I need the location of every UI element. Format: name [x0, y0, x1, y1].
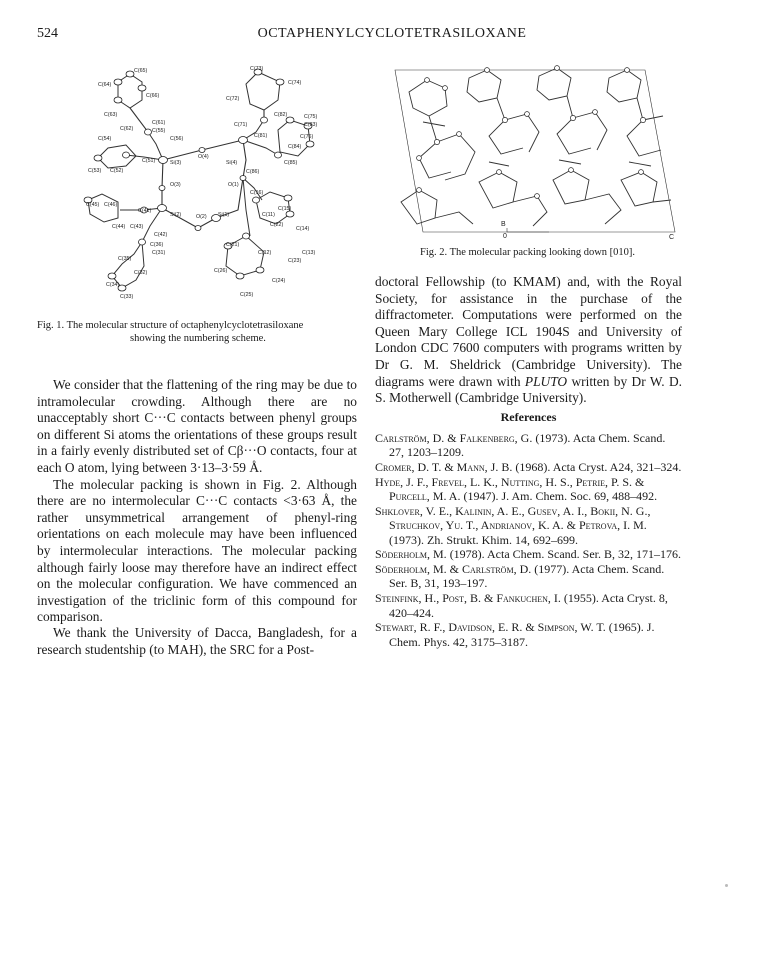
label-o4: O(4)	[198, 154, 209, 160]
paragraph-flattening: We consider that the flattening of the ring may be due to intramolecular crowding. Although there are no unacceptably short C···C contacts between phenyl groups on different Si atoms the orientations of these groups result in a fairly evenly distributed set of Cβ···O contacts, four at each O atom, lying between 3·13–3·59 Å.	[37, 377, 357, 475]
label-c66: C(66)	[146, 93, 160, 99]
acknowledgement-start	[37, 625, 357, 658]
right-column-text	[375, 274, 682, 407]
label-c81: C(81)	[254, 133, 268, 139]
label-c85: C(85)	[284, 160, 298, 166]
label-c75: C(75)	[304, 114, 318, 120]
label-c74: C(74)	[288, 80, 302, 86]
label-c83: C(83)	[304, 122, 318, 128]
label-c26: C(26)	[214, 268, 228, 274]
label-c61: C(61)	[152, 120, 166, 126]
pluto-program-name: PLUTO	[524, 373, 568, 389]
page-number: 524	[37, 26, 58, 41]
axis-label-b: B	[501, 221, 506, 228]
figure-2-caption: Fig. 2. The molecular packing looking down [010].	[420, 247, 636, 258]
axis-label-origin: 0	[503, 233, 507, 240]
label-c36: C(36)	[150, 242, 164, 248]
label-c72: C(72)	[226, 96, 240, 102]
reference-authors: Steinfink, H., Post, B. & Fankuchen, I.	[375, 591, 561, 606]
label-c33: C(33)	[120, 294, 134, 300]
label-c12: C(12)	[258, 250, 272, 256]
label-c11: C(11)	[262, 212, 275, 218]
reference-item	[375, 562, 682, 591]
reference-citation: (1978). Acta Chem. Scand. Ser. B, 32, 171–176.	[446, 547, 681, 562]
left-column-text	[37, 377, 357, 626]
label-c22: C(22)	[270, 222, 284, 228]
reference-authors: Carlström, D. & Falkenberg, G.	[375, 431, 533, 445]
label-c41: C(41)	[138, 208, 152, 214]
reference-citation: (1973). Zh. Strukt. Khim. 14, 692–699.	[389, 532, 578, 547]
label-c31: C(31)	[152, 250, 166, 256]
reference-citation: (1955). Acta Cryst. 8, 420–424.	[389, 591, 668, 620]
label-c53: C(53)	[88, 168, 102, 174]
reference-citation: (1965). J. Chem. Phys. 42, 3175–3187.	[389, 620, 655, 649]
acknowledgement-continued	[375, 274, 682, 407]
label-c15: C(15)	[278, 206, 292, 212]
label-c55: C(55)	[152, 128, 166, 134]
reference-authors: Cromer, D. T. & Mann, J. B.	[375, 460, 513, 475]
reference-citation: (1968). Acta Cryst. A24, 321–324.	[512, 460, 682, 475]
references-list	[375, 431, 682, 649]
reference-item	[375, 547, 682, 561]
reference-citation: (1973). Acta Chem. Scand. 27, 1203–1209.	[389, 431, 666, 460]
figure-1-molecular-structure	[78, 60, 354, 312]
acknowledgement-continued-post: written by Dr W. D. S. Motherwell (Cambridge University).	[375, 373, 682, 406]
reference-authors: Stewart, R. F., Davidson, E. R. & Simpson, W. T.	[375, 620, 606, 635]
reference-citation: (1947). J. Am. Chem. Soc. 69, 488–492.	[460, 489, 658, 504]
label-c34: C(34)	[106, 282, 120, 288]
label-c73: C(73)	[250, 66, 264, 72]
label-si1: Si(1)	[218, 212, 230, 218]
reference-item	[375, 620, 682, 649]
label-c21: C(21)	[226, 242, 240, 248]
label-o3: O(3)	[170, 182, 181, 188]
label-c64: C(64)	[98, 82, 112, 88]
reference-item	[375, 591, 682, 620]
label-c76: C(76)	[300, 134, 314, 140]
figure-1-caption-line2: showing the numbering scheme.	[130, 333, 266, 344]
reference-citation: (1977). Acta Chem. Scand. Ser. B, 31, 193–197.	[389, 562, 665, 591]
label-c13: C(13)	[302, 250, 316, 256]
label-c65: C(65)	[134, 68, 148, 74]
label-c56: C(56)	[170, 136, 184, 142]
paragraph-packing: The molecular packing is shown in Fig. 2. Although there are no intermolecular C···C contacts <3·63 Å, the rather unsymmetrical arrangement of phenyl-ring orientations on each molecule may have been influenced by intermolecular interactions. The molecular packing although fairly loose may therefore have an indirect effect on the molecular configuration. We have commenced an investigation of the triclinic form of this compound for comparison.	[37, 476, 357, 625]
label-c24: C(24)	[272, 278, 286, 284]
label-c62: C(62)	[120, 126, 134, 132]
label-c63: C(63)	[104, 112, 118, 118]
label-c82: C(82)	[274, 112, 288, 118]
reference-authors: Hyde, J. F., Frevel, L. K., Nutting, H. S., Petrie, P. S. & Purcell, M. A.	[375, 474, 645, 504]
label-si3: Si(3)	[170, 160, 182, 166]
reference-authors: Söderholm, M.	[375, 547, 447, 562]
label-c45: C(45)	[86, 202, 100, 208]
label-c32: C(32)	[134, 270, 148, 276]
reference-authors: Söderholm, M. & Carlström, D.	[375, 562, 532, 577]
reference-authors: Shklover, V. E., Kalinin, A. E., Gusev, A. I., Bokii, N. G., Struchkov, Yu. T., Andrianov, K. A. & Petrova, I. M.	[375, 503, 651, 533]
label-si4: Si(4)	[226, 160, 238, 166]
acknowledgement-paragraph: We thank the University of Dacca, Bangladesh, for a research studentship (to MAH), the SRC for a Post-	[37, 625, 357, 657]
reference-item	[375, 460, 682, 474]
label-c25: C(25)	[240, 292, 254, 298]
references-heading: References	[500, 410, 557, 424]
label-c54: C(54)	[98, 136, 112, 142]
figure-1-caption	[37, 319, 359, 345]
label-c35: C(35)	[118, 256, 132, 262]
label-o1: O(1)	[228, 182, 239, 188]
label-c84: C(84)	[288, 144, 302, 150]
label-c52: C(52)	[110, 168, 124, 174]
axis-label-c: C	[669, 234, 675, 240]
figure-2-packing-diagram	[389, 62, 679, 240]
label-c42: C(42)	[154, 232, 168, 238]
label-c16: C(16)	[250, 190, 264, 196]
scan-speck	[725, 884, 728, 887]
label-c43: C(43)	[130, 224, 144, 230]
label-c14: C(14)	[296, 226, 310, 232]
label-si2: Si(2)	[170, 212, 182, 218]
label-o2: O(2)	[196, 214, 207, 220]
label-c86: C(86)	[246, 169, 260, 175]
label-c51: C(51)	[142, 158, 156, 164]
reference-item	[375, 504, 682, 547]
running-title: OCTAPHENYLCYCLOTETRASILOXANE	[257, 26, 527, 41]
label-c71: C(71)	[234, 122, 248, 128]
label-c23: C(23)	[288, 258, 302, 264]
label-c44: C(44)	[112, 224, 126, 230]
figure-1-caption-line1: Fig. 1. The molecular structure of octaphenylcyclotetrasiloxane	[37, 320, 304, 331]
reference-item	[375, 431, 682, 460]
acknowledgement-continued-pre: doctoral Fellowship (to KMAM) and, with the Royal Society, for assistance in the purchase of the diffractometer. Computations were performed on the Queen Mary College ICL 1904S and University of London CDC 7600 computers with programs written by Dr G. M. Sheldrick (Cambridge University). The diagrams were drawn with	[375, 274, 682, 389]
reference-item	[375, 475, 682, 504]
label-c46: C(46)	[104, 202, 118, 208]
